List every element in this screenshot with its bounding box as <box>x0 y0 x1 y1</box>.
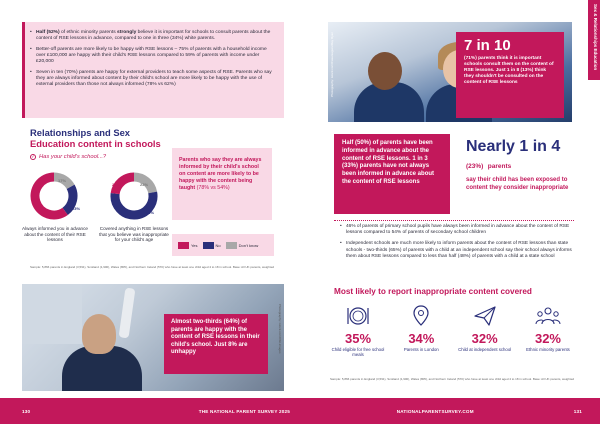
nearly-pct: (23%) <box>466 163 484 170</box>
footer-site: NATIONALPARENTSURVEY.COM <box>396 408 474 414</box>
stat-caption: Child at independent school <box>458 347 512 352</box>
seven-in-ten-heading: 7 in 10 <box>464 37 511 54</box>
section-title-line1: Relationships and Sex <box>30 127 131 138</box>
stat-pct: 34% <box>408 331 435 346</box>
check-icon: ✓ <box>31 154 35 159</box>
sample-note: Sample: 5,866 parents in England (3,591), Scotland (1,900), Wales (805), and Northern Ireland (570) who have at least one child aged 4 to 18 in school. Base: All UK parents, weighted <box>330 377 575 381</box>
donut1-caption: Always informed you in advance about the content of their RSE lessons <box>22 226 88 243</box>
donut2-yes-label: 23% <box>112 182 121 187</box>
photo-student-head <box>368 52 402 90</box>
parents-callout-small: (78% vs 54%) <box>195 185 230 191</box>
stat-pct: 32% <box>534 331 561 346</box>
photo-figure-head <box>82 314 116 354</box>
stat-independent-school <box>457 304 513 357</box>
location-pin-icon <box>408 304 434 328</box>
half-informed-callout: Half (50%) of parents have been informed in advance about the content of RSE lessons. 1 in 3 (33%) parents have not always been informed in advance about the content of RSE lessons <box>334 134 450 214</box>
photo-credit: Photography: istock.com/DGLimages <box>278 304 282 354</box>
chart-legend <box>172 234 274 256</box>
stat-pct: 35% <box>344 331 372 346</box>
meal-icon <box>345 304 371 328</box>
donut1-yes-label: 60% <box>31 196 40 201</box>
stat-london <box>393 304 449 357</box>
dotted-divider <box>334 220 574 221</box>
legend-swatch-no <box>203 242 214 249</box>
intro-bullet: • Better-off parents are more likely to be happy with RSE lessons – 75% of parents with a household income over £100,000 are happy with their child's RSE lessons compared to 59% of parents with income under £20,000 <box>36 47 276 66</box>
paper-plane-icon <box>472 304 498 328</box>
stat-caption: Parents in London <box>403 347 439 352</box>
stat-ethnic-minority <box>520 304 576 357</box>
section-side-tab <box>588 0 600 424</box>
right-bullet-list <box>340 224 572 265</box>
stat-caption: Child eligible for free school meals <box>331 347 385 358</box>
page-number: 131 <box>573 408 582 414</box>
stats-row <box>330 304 576 357</box>
parents-callout-main: Parents who say they are always informed by their child's school on content are more likely to be happy with the content being taught <box>179 157 262 191</box>
most-likely-title: Most likely to report inappropriate content covered <box>334 287 532 296</box>
intro-accent-bar <box>22 22 25 118</box>
stat-free-school-meals <box>330 304 386 357</box>
school-question <box>30 154 106 160</box>
group-icon <box>535 304 561 328</box>
donut2-no-label: 55% <box>146 210 155 215</box>
legend-no-label: No <box>215 242 221 248</box>
donut2-dk-label: 22% <box>140 182 149 187</box>
stat-pct: 32% <box>471 331 498 346</box>
section-title-line2: Education content in schools <box>30 137 161 149</box>
quote-callout: Almost two-thirds (64%) of parents are happy with the content of RSE lessons in their child's school. Just 8% are unhappy <box>164 314 268 374</box>
photo-credit: Photography: istock.com/Casarsaguru/Ray Ryan <box>330 32 334 97</box>
footer-title: THE NATIONAL PARENT SURVEY 2025 <box>198 408 290 414</box>
donut1-dk-label: 17% <box>58 178 67 183</box>
seven-in-ten-text: (71%) parents think it is important schools consult them on the content of RSE lessons. Just 1 in 8 (13%) think they shouldn't be consulted on the content of RSE lessons <box>464 56 554 85</box>
legend-dont-know <box>226 242 259 249</box>
legend-yes-label: Yes <box>191 242 198 248</box>
legend-dont-know-label: Don't know <box>238 242 259 248</box>
parents-callout <box>172 148 272 220</box>
legend-swatch-yes <box>178 242 189 249</box>
sample-note: Sample: 5,866 parents in England (3,591), Scotland (1,900), Wales (805), and Northern Ireland (570) who have at least one child aged 4 to 18 in school. Base: All UK parents, weighted <box>30 265 275 269</box>
school-question-text: Has your child's school...? <box>39 154 107 160</box>
nearly-heading <box>466 138 574 175</box>
donut1-no-label: 23% <box>72 206 81 211</box>
page-number: 130 <box>22 408 31 414</box>
legend-yes <box>178 242 198 249</box>
seven-in-ten-callout <box>456 32 564 118</box>
nearly-text: say their child has been exposed to content they consider inappropriate <box>466 177 569 191</box>
intro-bullet: • Seven in ten (70%) parents are happy for external providers to teach some aspects of RSE. Parents who say they are always informed about content by their child's school are more likely to be happy with the use of external providers than those not always informed (78% vs 62%) <box>36 70 276 89</box>
nearly-one-in-four <box>466 138 574 193</box>
right-bullet: • Independent schools are much more likely to inform parents about the content of RSE lessons than state schools - two-thirds (65%) of parents with a child at an independent school say their school always informs them about RSE lessons compared to less than half (48%) of parents with a child at a state school <box>340 241 572 260</box>
footer-right <box>300 398 600 424</box>
photo-board <box>22 284 82 344</box>
side-tab-strip <box>588 0 600 80</box>
side-tab-label: Sex & Relationships Education <box>593 4 598 71</box>
intro-bullet-list <box>22 22 284 89</box>
intro-box <box>22 22 284 118</box>
nearly-post: parents <box>487 163 512 170</box>
section-title <box>30 128 170 149</box>
intro-bullet: • Half (52%) of ethnic minority parents strongly believe it is important for schools to consult parents about the content of RSE lessons in advance, compared to one in three (34%) white parents. <box>36 30 276 42</box>
legend-swatch-dont-know <box>226 242 237 249</box>
nearly-big-text: Nearly 1 in 4 <box>466 138 561 155</box>
stat-caption: Ethnic minority parents <box>526 347 570 352</box>
donut2-caption: Covered anything in RSE lessons that you believe was inappropriate for your child's age <box>99 226 169 243</box>
footer-left <box>0 398 300 424</box>
right-bullet: • 46% of parents of primary school pupils have always been informed in advance about the content of RSE lessons compared to 54% of parents of secondary school children <box>340 224 572 236</box>
legend-no <box>203 242 221 249</box>
right-page <box>300 0 600 424</box>
photo-raised-arm <box>119 288 136 339</box>
